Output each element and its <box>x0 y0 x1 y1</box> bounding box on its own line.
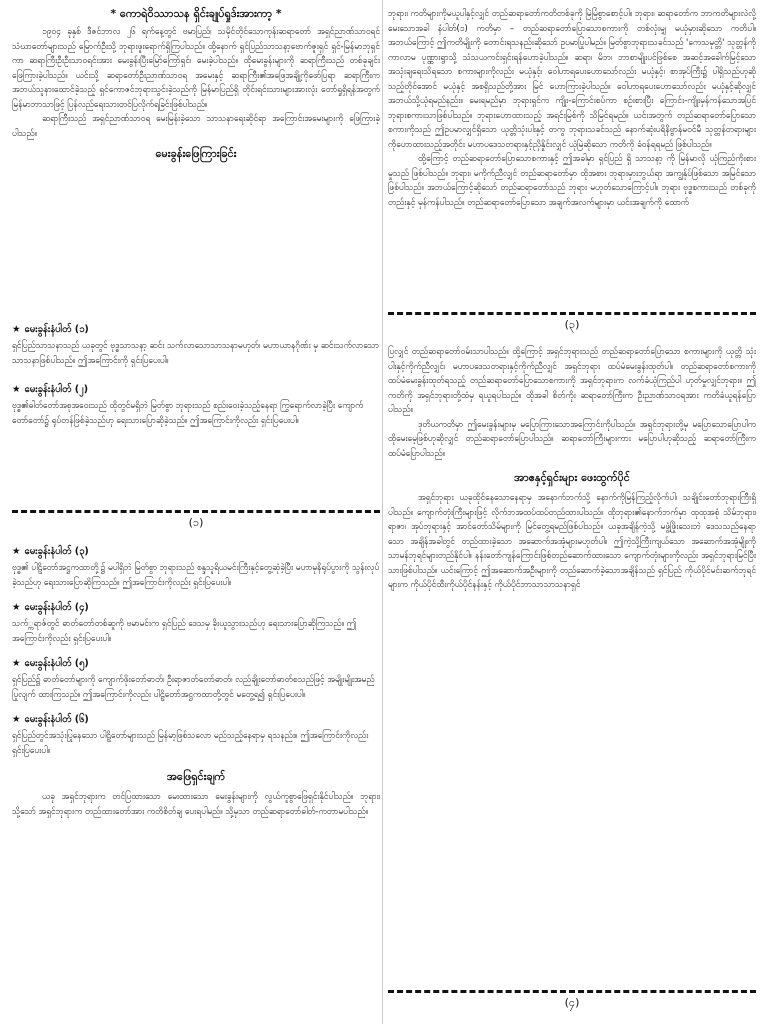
answer-heading: အဖြေရှင်းချက် <box>166 770 226 783</box>
intro-paragraph-2: ဆရာကြီးသည် အရှင်ညာဏ်သာဝရ မေးမြန်းခဲ့သော သာသနာရေးဆိုင်ရာ အကြောင်းအမေးများကို ဖြေကြားခဲ့ပါသည်။ <box>12 113 380 138</box>
answer-paragraph: ယခု အရှင်ဘုရားက တင်ပြထားသော မေးထားသော မေးခွန်းများကို လွယ်ကူစွာဖြေရှင်းနိုင်ပါသည်။ ဘုရား၊ သို့သော် အရှင်ဘုရားက တည်ထားတော်အား ကတိစိတ်ချ ပေးရပါမည်။ သို့မှသာ တည်ဆရာတော်ဓါတ်-ကတာမပါသည်။ <box>12 791 380 816</box>
page-3-paragraph-1: ဘုရား၊ ကတိများကိုမယူပါနှင့်လျှင် တည်ဆရာတော်ကတိတစ်ခုကို မြဲမြံစွာစောင့်ပါ။ ဘုရား၊ ဆရာတော်က ဘာကတိများလဲလို့ မေးသောအခါ နံပါတ်(၁) ကတိမှာ – တည်ဆရာတော်ပြောသောစကားကို တစ်လုံးမျှ မယုံမှားဆိုသော ကတိပါ။ အဘယ်ကြောင့် ဤကတိမျိုးကို တောင်းရသနည်းဆိုသော် ဥပမာပြုပါမည်။ မြတ်စွာဘုရားသခင်သည် 'ကေသမုတ္တိ' သုတ္တန်ကို ကာလာမ ပုဏ္ဏားရွာသို့ သံသယကင်းရှင်းရန်ဟောခဲ့ပါသည်။ ဆရာ၊ မိဘ၊ ဘာစာမျိုးပင်ဖြစ်စေ အဆင့်အခေါက်မြင့်သော အသုံးချရေးသိရသော စကားများကိုလည်း မယုံနှင့်၊ ဝေါဟာရပေးဟောသော်လည်း မယုံနှင့်၊ စာအုပ်ကြီး၌ ပါရှိသည်ဟုဆိုသည့်တိုင်အောင် မယုံနှင့် အစရှိသည်တို့အား မြင် ဟောကြားခဲ့ပါသည်။ ဝေါဟာရပေးဟောသော်လည်း မယုံနှင့်ဆိုလျှင် အဘယ်သို့ယုံရမည်နည်း။ မေးရမည်မှာ ဘုရားရှင်က ကျိုး-ကြောင်းစပ်ကာ စဉ်းစားပြီး ကြောင်း-ကျိုးမှန်ကန်သောအပြင် ဘုရားစကားသာဖြစ်ပါသည်။ ဘုရားဟောထားသည့် အရင်းမြစ်ကို သိမြင်ရမည်။ ယင်းအတွက် တည်ဆရာတော်ပြောသောစကားကိုသည် ဤဥပမာလျှင်ရှိသော ယုတ္တိသုံးပါးနှင့် တကွ ဘုရားသခင်သည် နောက်ဆုံးပရိနိဗ္ဗာန်မဝင်မီ သုတ္တန်တရားများကိုဟောထားသည့်အတိုင်း မဟာပဒေသတရားနှင့်ညှိနှိုင်းလျှင် ယုံမြဲဆိုသော ကတိကို ခံဝန်ရရမည် ဖြစ်ပါသည်။ <box>388 8 756 149</box>
page-3-footer <box>388 306 756 342</box>
star-icon: ★ <box>12 546 21 557</box>
question-3-label <box>12 545 380 559</box>
question-6-label <box>12 713 380 727</box>
page-3-section <box>388 6 756 306</box>
history-heading: အာဧနှင့်ရှင်းများ ဖေးထွက်ပိုင် <box>514 471 630 484</box>
question-3-label-text: မေးခွန်းနံပါတ် (၃) <box>24 546 89 557</box>
page-1-section <box>12 6 380 316</box>
page-3-paragraph-2: ထို့ကြောင့် တည်ဆရာတော်ပြောသောစကားနှင့် ဤအခါမှာ ရှင်ပြည် ရှိ သာသနာ့ ကို မြန်မာလို ယုံကြည်ကိုးစားမှုသည် ဖြစ်ပါသည်။ ဘုရား၊ မကိုက်ညီလျှင် တည်ဆရာတော်မှာ ထိုအစား ဘုရားမှားဘွယ်ရာ အကျွန်ုပ်ဖြစ်သော အမြင်သော ဖြစ်ပါသည်။ အဘယ်ကြောင့်ဆိုသော် တည်ဆရာတော်သည် ဘုရား မဟုတ်သောကြောင့်ပါ။ ဘုရား ဗုဒ္ဓစကားသည် တစ်ခုကိုတည်းနှင့် မှန်ကန်ပါသည်။ တည်ဆရာတော်ပြောသော အချက်အလက်များမှာ ယင်းအချက်ကို ထောက် <box>388 153 756 207</box>
questions-1-2 <box>12 318 380 498</box>
question-5-text: ရှင်ပြည်၌ ဓာတ်တော်များကို ကျောက်ဖိုးတော်ဓာတ်၊ ဦးရာဇာတ်တော်ဓာတ်၊ လည်ချိုးတော်ဓာတ်စသည်ဖြင့် အမျိုးမျိုးအမည်ပြုလျက် ထားကြသည်။ ဤအကြောင်းကိုလည်း ပါဠိတော်အဋ္ဌကထာတို့တွင် မတွေ့ရ၍ ရှင်းပြပေးပါ။ <box>12 674 375 699</box>
dashed-divider <box>388 990 756 993</box>
history-paragraph: အရှင်ဘုရား ယခုထိုင်နေသောနေရာမှ အနောက်ဘက်သို့ နောက်ကိုမြန်ကြည့်လိုက်ပါ၊ သချိုင်းတော်ဘုရားကြီးရှိပါသည်။ ကျောက်တုံးကြီးများဖြင့် လိုက်ဘအထပ်ထပ်တည်ထားပါသည်။ ထိုဘုရား၏နောက်ဘက်မှာ ထုထုအစုံ သိမ်ဘုရား၊ ရာဇာ၊ အုပ်ဘုရားနှင့် အာင်တော်သိမ်များကို မြင်တွေ့ရမည်ဖြစ်ပါသည်။ ယခုအချိန်ကဲ့သို့ မဖွံ့ဖြိုးသေးဘဲ ဒေသသည်နေရာသော အချိန်အခါတွင် တည်ထားခဲ့သော အဆောက်အအုံများမဟုတ်ပါ။ ဤကဲ့သို့ကြီးကျယ်သော အဆောက်အအုံမျိုးကို သာမန်ဘုရင်များတည်နိုင်ပါ။ နန်းတော်ကျန်ကြောင်းဖြစ်တည်ဆောက်ထားသော ကျောက်တုံးများကိုလည်း အရှင်ဘုရားမြင်ပြီးသားဖြစ်ပါသည်။ ယင်းကြောင့် ဤအဆောက်အဦးများကို တည်ဆောက်ခဲ့သောအချိန်သည် ရှင်ပြည် ကိုယ်ပိုင်မင်းဆက်ဘုရင်များက ကိုယ်ပိုင်ထီးကိုယ်ပိုင်နန်းနှင့် ကိုယ်ပိုင်ဘာသာသာသနာရှင် <box>388 492 756 589</box>
question-1-text: ရှင်ပြည်သာသနာသည် ယခုတွင် ဗုဒ္ဓသာသနာ့ ဆင်း သက်လာသောသာသနာမဟုတ်၊ မဟာယာနဂိုဏ်း မှ ဆင်းသက်လာသော သာသနာဖြစ်ပါသည်။ ဤအကြောင်းကို ရှင်းပြပေးပါ။ <box>12 340 379 365</box>
question-4-label-text: မေးခွန်းနံပါတ် (၄) <box>24 602 89 613</box>
question-2-text: ဗုဒ္ဓ၏ဓါတ်တော်အစုအဝေးသည် ထိုတွင်မရှိဘဲ မြတ်စွာ ဘုရားသည် စည်းဝေးခဲ့သည့်နေရာ ကြွရောက်လာခဲ့ပြီး ကျောက်တော်တော်၌ ရုပ်တန်ဖြစ်ခဲ့သည်ဟု ရေးသားပြောဆိုခဲ့သည်။ ဤအကြောင်းကိုလည်း ရှင်းပြပေးပါ။ <box>12 400 364 425</box>
question-4-label <box>12 601 380 615</box>
question-6-label-text: မေးခွန်းနံပါတ် (၆) <box>24 714 89 725</box>
star-icon: ★ <box>12 324 21 335</box>
page-number: (၃) <box>564 318 580 331</box>
left-column <box>12 0 380 1024</box>
question-2-label-text: မေးခွန်းနံပါတ် (၂) <box>24 384 89 395</box>
page-2-section <box>12 540 380 1020</box>
star-icon: ★ <box>12 384 21 395</box>
intro-paragraph: ၁၉၀၄ ခုနှစ် ဒီဇင်ဘာလ ၂၆ ရက်နေ့တွင် ဗမာပြည်၊ သမိုင်တိုင်သောကုန်းဆရာတော် အရှင်ညာဏ်သာဝရင် သံဃာတော်များသည် မြောက်ဦးသို့ ဘုရားဖူးရောက်ရှိကြပါသည်။ ထို့နောက် ရှင်ပြည်သာသနာ့ဗောက်ဇူးရှင် ရှင်-မြန်မာဘုရှင်ကာ ဆရာကြီးဦးဦးသာဝရင်းအား မေးခွန်းပြီးမြော်ကြော်ရှင်၊ မေးခဲ့ပါသည်။ ထိုမေးခွန်းများကို ဆရာကြီးသည် တစ်ခုချင်းဖြေကြားခဲ့ပါသည်။ ယင်းသို့ ဆရာတော်ဦးညာဏ်သာဝရ အမေးနှင့် ဆရာကြီး၏အဖြေအချို့ကိုဖော်ပြရာ ဆရာကြီးက အဘယ်သူနားထောင်ခဲ့သည့် ရှင်ကောဇင်ဘုရားသွင်းခဲ့သည်ကို မြန်မာပြည်ရှိ တိုင်းရင်းသားများအားလုံး တော်ရှုရှိရန်အတွက် မြန်မာဘာသာဖြင့် ပြန်လည်ရေးသားတင်ပြလိုက်ရခြင်းဖြစ်ပါသည်။ <box>12 26 380 109</box>
star-icon: ★ <box>12 658 21 669</box>
page-number: (၁) <box>188 516 204 529</box>
question-6-text: ရှင်ပြည်တွင်အသုံးပြုနေသော ပါဠိတော်များသည် မြန်မာ့ဖြစ်သလော မည်သည့်နေရာမှ ရသနည်း။ ဤအကြောင်းကိုလည်း ရှင်းပြပေးပါ။ <box>12 730 369 755</box>
document-title: * ကောရဲ၀ိဿာသန ရှိင်းချုပ်ရှုဒ်းအားကာ့ * <box>110 7 282 20</box>
question-1-label-text: မေးခွန်းနံပါတ် (၁) <box>24 324 89 335</box>
column-divider <box>382 0 383 1024</box>
question-5-label <box>12 657 380 671</box>
question-4-text: သက်္ကရာဇ်တွင် ဓာတ်တော်တစ်ဆူကို ဗမာမင်းက ရှင်ပြည် ဒေသမှ ခိုးယူသွားသည်ဟု ရေးသားပြောဆိုကြသည်။ ဤအကြောင်းကိုလည်း ရှင်းပြပေးပါ။ <box>12 618 357 643</box>
page-number: (၄) <box>564 996 580 1009</box>
page-4-paragraph-2: ဒုတိယကတိမှာ ဤမေးခွန်းများမှ မပြောကြားသောအကြောင်းကိုပါသည်။ အရှင်ဘုရားတို့မှ မပြောသောပြောပါက ထိုမေးမေ့ဖြစ်ဟုဆိုလျှင် တည်ဆရာတော်ပြောပါသည်။ ဆရာတော်ကြီးများကား မပြောပါဟုဆိုသည့် ဆရာတော်ကြီးက ထပ်မံပြောပါသည်။ <box>388 418 756 458</box>
question-2-label <box>12 383 380 397</box>
page-4-section <box>388 344 756 984</box>
star-icon: ★ <box>12 714 21 725</box>
question-1-label <box>12 323 380 337</box>
page-4-footer <box>388 984 756 1022</box>
star-icon: ★ <box>12 602 21 613</box>
dashed-divider <box>12 510 380 513</box>
question-3-text: ဗုဒ္ဓ၏ ပါဠိတော်အဋ္ဌကထာတို့၌ မပါရှိဘဲ မြတ်စွာ ဘုရားသည် စန္ဒသူရိယမင်းကြီးနှင့်တွေ့ဆုံခဲ့ပြီး မဟာမုနိရုပ်ပွားကို သွန်းလုပ်ခဲ့သည်ဟု ရေးသားပြောဆိုကြသည်။ ဤအကြောင်းကိုလည်း ရှင်းပြပေးပါ။ <box>12 562 380 587</box>
questions-heading: မေးခွန်းဖြေကြားခြင်း <box>155 147 237 160</box>
page-4-paragraph-1: ပြလျှင် တည်ဆရာတော်ဝမ်းသာပါသည်။ ထို့ကြောင့် အရှင်ဘုရားသည် တည်ဆရာတော်ပြောသော စကားများကို ယုတ္တိ သုံးပါးနှင့်ကိုက်ညီလျှင်၊ မဟာပဒေသတရားနှင့်ကိုက်ညီလျှင် အရှင်ဘုရား ထပ်မံမေးခွန်းထုတ်ပါ။ တည်ဆရာတော်စကားကို ထပ်မံမေးခွန်းထုတ်ရသည့် တည်ဆရာတော်ပြောသောစကားကို အရှင်ဘုရားက လက်ခံယုံကြည်ပါ ဟုတ်မှုလျှင်ဘုရား။ ဤကတိကို အရှင်ဘုရားတို့ထံမှ ရယူရပါသည်။ ထိုအခါ စိတ်ကိုး ဆရာတော်ကြီးက ဦးညာဏ်သာဝရအား ကတိခံယူရန်ပြောပါသည်။ <box>388 346 756 414</box>
question-5-label-text: မေးခွန်းနံပါတ် (၅) <box>24 658 89 669</box>
right-column <box>388 0 756 1024</box>
page-1-footer <box>12 504 380 540</box>
dashed-divider <box>388 312 756 315</box>
